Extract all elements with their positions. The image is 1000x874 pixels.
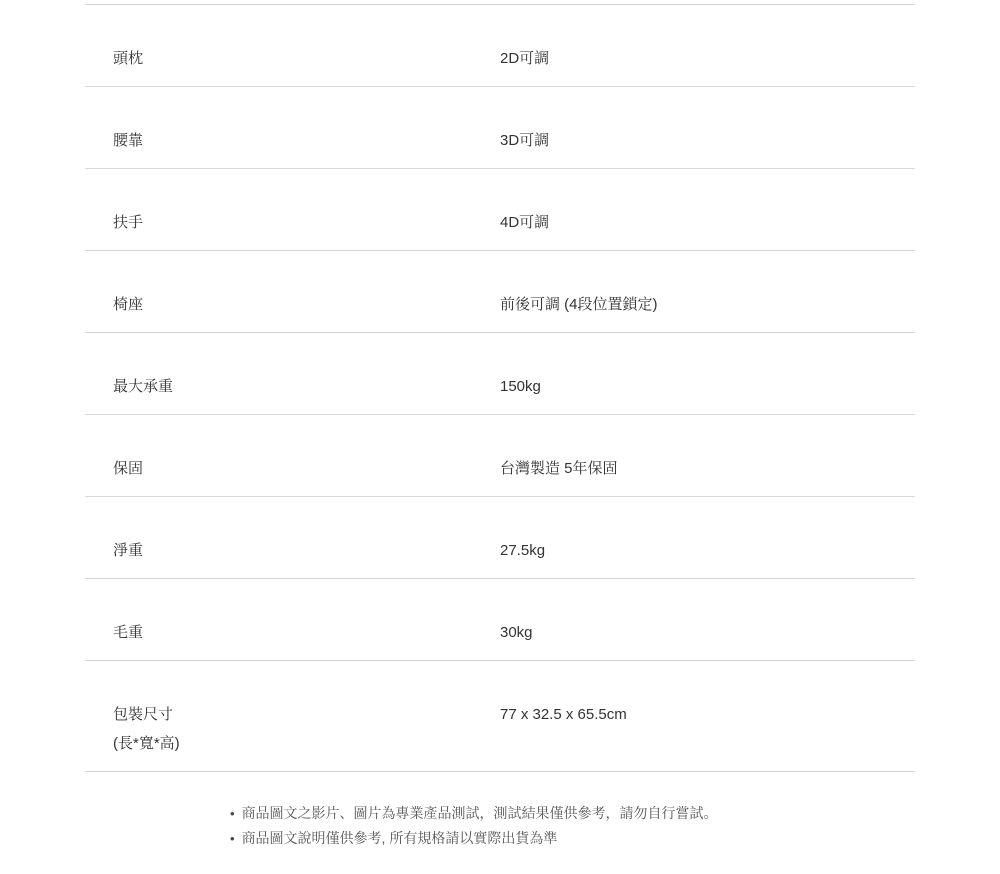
spec-label: 頭枕 xyxy=(113,50,144,67)
spec-label: 保固 xyxy=(113,460,144,477)
spec-value: 3D可調 xyxy=(500,132,550,149)
spec-row-max-load xyxy=(85,333,915,415)
note-text: 商品圖文說明僅供參考, 所有規格請以實際出貨為準 xyxy=(241,830,558,846)
spec-value: 27.5kg xyxy=(500,542,546,559)
note-item xyxy=(230,801,1000,826)
spec-row-headrest xyxy=(85,5,915,87)
spec-label: 腰靠 xyxy=(113,132,144,149)
note-text: 商品圖文之影片、圖片為專業產品測試，測試結果僅供參考，請勿自行嘗試。 xyxy=(241,805,718,821)
spec-label: 椅座 xyxy=(113,296,144,313)
spec-label: 毛重 xyxy=(113,624,144,641)
spec-value: 150kg xyxy=(500,378,541,395)
bullet-icon: • xyxy=(230,831,235,846)
spec-row-seat xyxy=(85,251,915,333)
note-item xyxy=(230,826,1000,851)
spec-row-warranty xyxy=(85,415,915,497)
spec-value: 4D可調 xyxy=(500,214,550,231)
spec-sublabel: (長*寬*高) xyxy=(113,735,180,752)
spec-value: 前後可調 (4段位置鎖定) xyxy=(500,296,658,313)
spec-value: 台灣製造 5年保固 xyxy=(500,460,618,477)
spec-value: 30kg xyxy=(500,624,533,641)
bullet-icon: • xyxy=(230,806,235,821)
spec-label: 最大承重 xyxy=(113,378,174,395)
spec-row-armrest xyxy=(85,169,915,251)
spec-row-gross-weight xyxy=(85,579,915,661)
spec-label: 淨重 xyxy=(113,542,144,559)
spec-table xyxy=(85,4,915,772)
spec-row-lumbar xyxy=(85,87,915,169)
spec-value: 77 x 32.5 x 65.5cm xyxy=(500,706,627,723)
disclaimer-notes xyxy=(230,801,1000,851)
spec-label: 扶手 xyxy=(113,214,144,231)
spec-label: 包裝尺寸 xyxy=(113,706,174,723)
spec-row-package-size xyxy=(85,661,915,772)
spec-row-net-weight xyxy=(85,497,915,579)
spec-value: 2D可調 xyxy=(500,50,550,67)
